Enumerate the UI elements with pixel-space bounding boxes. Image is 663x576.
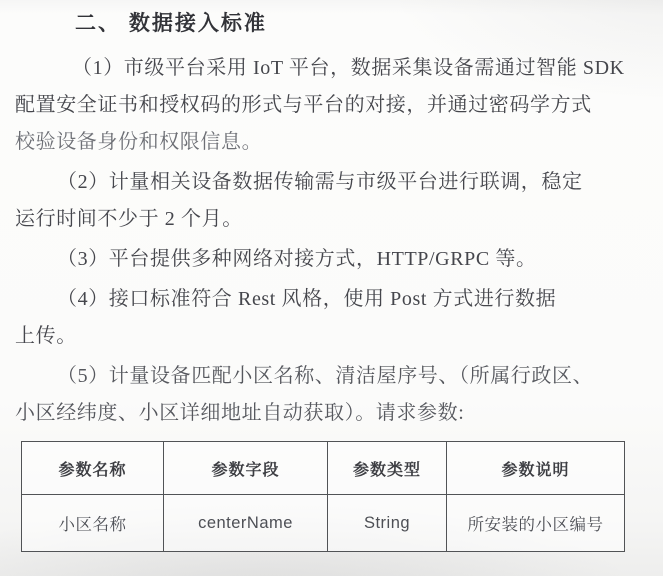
table-row [22,495,625,552]
text-line: （5）计量设备匹配小区名称、清洁屋序号、（所属行政区、 [57,365,594,387]
header-cell-param-field: 参数字段 [164,442,328,495]
section-heading: 二、 数据接入标准 [75,12,267,35]
text-line: 上传。 [15,325,77,347]
text-line: 小区经纬度、小区详细地址自动获取）。请求参数: [15,402,465,424]
text-line: 配置安全证书和授权码的形式与平台的对接，并通过密码学方式 [15,94,592,116]
cell-param-field: centerName [164,495,328,552]
cell-param-type: String [328,495,447,552]
table-header-row [22,442,625,495]
paragraph-4 [15,281,649,355]
document-content [15,9,649,552]
paragraph-1 [15,50,649,161]
text-line: （3）平台提供多种网络对接方式，HTTP/GRPC 等。 [57,248,537,270]
cell-param-name: 小区名称 [22,495,164,552]
header-cell-param-desc: 参数说明 [447,442,625,495]
paragraph-2 [15,164,649,238]
request-params-table [21,441,625,552]
cell-param-desc: 所安装的小区编号 [447,495,625,552]
text-line: 运行时间不少于 2 个月。 [15,208,243,230]
text-line: （1）市级平台采用 IoT 平台，数据采集设备需通过智能 SDK [72,57,625,79]
header-cell-param-type: 参数类型 [328,442,447,495]
paragraph-5 [15,358,649,432]
paragraph-3 [15,241,649,278]
text-line: （2）计量相关设备数据传输需与市级平台进行联调，稳定 [57,171,583,193]
header-cell-param-name: 参数名称 [22,442,164,495]
text-line: 校验设备身份和权限信息。 [15,131,263,153]
text-line: （4）接口标准符合 Rest 风格，使用 Post 方式进行数据 [57,288,557,310]
